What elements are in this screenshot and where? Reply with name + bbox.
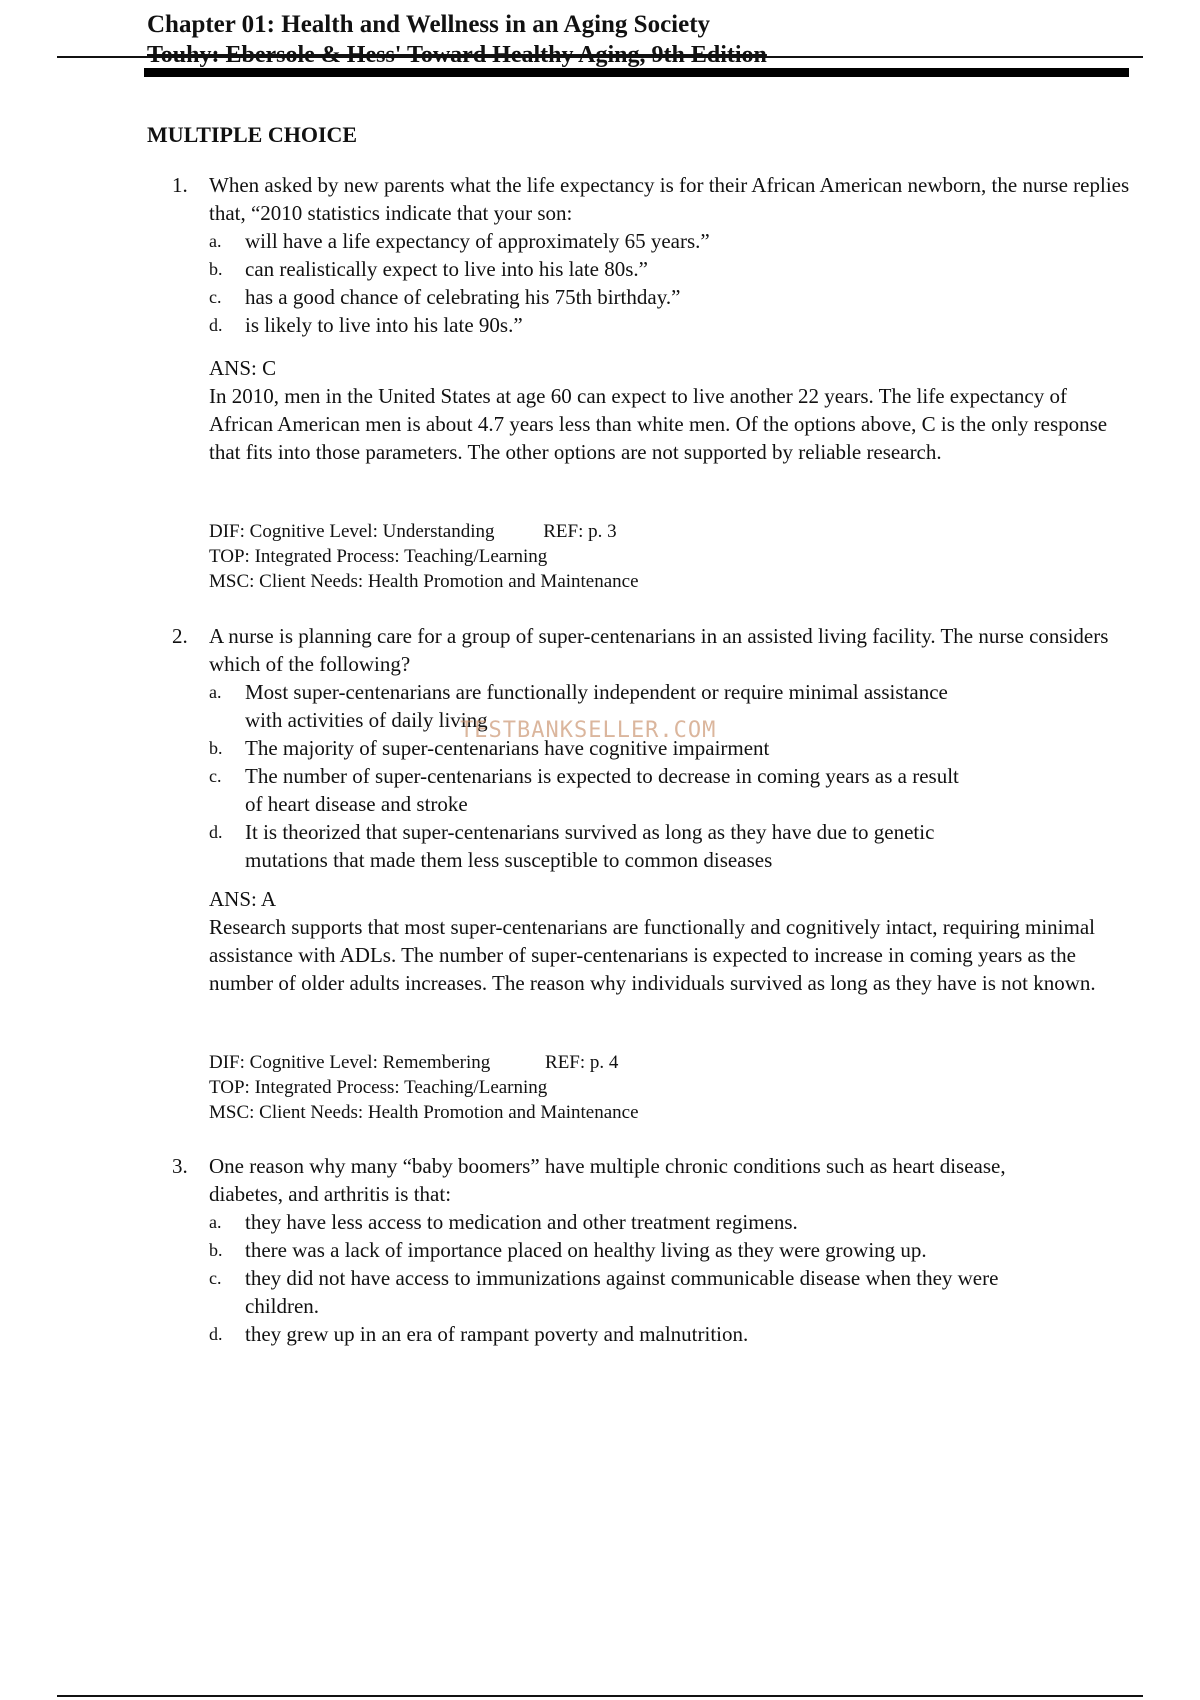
option-letter: c. (209, 766, 222, 786)
topic-line: TOP: Integrated Process: Teaching/Learning (209, 1077, 548, 1098)
option-b (209, 255, 1109, 283)
difficulty-line (209, 1051, 618, 1075)
difficulty: DIF: Cognitive Level: Remembering (209, 1052, 491, 1073)
option-b (209, 1236, 1059, 1264)
option-text: will have a life expectancy of approximately 65 years.” (245, 229, 710, 253)
option-letter: b. (209, 1240, 223, 1260)
option-letter: a. (209, 682, 222, 702)
option-list (209, 1208, 1059, 1348)
option-letter: d. (209, 315, 223, 335)
watermark-text: TESTBANKSELLER.COM (460, 718, 717, 743)
answer-label: ANS: C (209, 356, 277, 380)
reference: REF: p. 4 (545, 1052, 619, 1073)
option-text: they did not have access to immunizations against communicable disease when they were children. (245, 1266, 999, 1318)
option-letter: a. (209, 231, 222, 251)
answer-label: ANS: A (209, 887, 277, 911)
option-letter: a. (209, 1212, 222, 1232)
option-d (209, 818, 969, 874)
option-a (209, 227, 1109, 255)
difficulty: DIF: Cognitive Level: Understanding (209, 521, 495, 542)
rationale: Research supports that most super-centenarians are functionally and cognitively intact, requiring minimal assistance with ADLs. The number of super-centenarians is expected to increase in coming years as the number of older adults increases. The reason why individuals survived as long as they have is not known. (209, 915, 1096, 995)
difficulty-line (209, 520, 617, 544)
option-letter: c. (209, 287, 222, 307)
option-text: The number of super-centenarians is expected to decrease in coming years as a result of heart disease and stroke (245, 764, 959, 816)
client-needs-line: MSC: Client Needs: Health Promotion and Maintenance (209, 1102, 639, 1123)
option-a (209, 1208, 1059, 1236)
question-stem: A nurse is planning care for a group of super-centenarians in an assisted living facility. The nurse considers which of the following? (209, 624, 1109, 676)
option-c (209, 1264, 1059, 1320)
option-text: they grew up in an era of rampant poverty and malnutrition. (245, 1322, 749, 1346)
option-letter: c. (209, 1268, 222, 1288)
option-text: there was a lack of importance placed on healthy living as they were growing up. (245, 1238, 927, 1262)
question-number: 1. (172, 173, 188, 197)
option-text: is likely to live into his late 90s.” (245, 313, 523, 337)
option-text: has a good chance of celebrating his 75th birthday.” (245, 285, 681, 309)
option-text: they have less access to medication and other treatment regimens. (245, 1210, 798, 1234)
option-list (209, 678, 969, 874)
book-subtitle: Touhy: Ebersole & Hess' Toward Healthy Aging, 9th Edition (147, 42, 767, 68)
option-d (209, 311, 1109, 339)
footer-rule (57, 1695, 1143, 1697)
question-stem: One reason why many “baby boomers” have multiple chronic conditions such as heart disease, diabetes, and arthritis is that: (209, 1154, 1006, 1206)
topic-line: TOP: Integrated Process: Teaching/Learning (209, 546, 548, 567)
option-text: Most super-centenarians are functionally independent or require minimal assistance with activities of daily living (245, 680, 948, 732)
option-list (209, 227, 1109, 339)
rationale: In 2010, men in the United States at age 60 can expect to live another 22 years. The life expectancy of African American men is about 4.7 years less than white men. Of the options above, C is the only response that fits into those parameters. The other options are not supported by reliable research. (209, 384, 1108, 464)
option-letter: d. (209, 1324, 223, 1344)
question-stem: When asked by new parents what the life expectancy is for their African American newborn, the nurse replies that, “2010 statistics indicate that your son: (209, 173, 1130, 225)
reference: REF: p. 3 (543, 521, 617, 542)
option-letter: d. (209, 822, 223, 842)
option-d (209, 1320, 1059, 1348)
option-text: It is theorized that super-centenarians survived as long as they have due to genetic mutations that made them less susceptible to common diseases (245, 820, 935, 872)
option-letter: b. (209, 259, 223, 279)
option-c (209, 283, 1109, 311)
client-needs-line: MSC: Client Needs: Health Promotion and Maintenance (209, 571, 639, 592)
header-rule-thick (144, 68, 1129, 77)
option-c (209, 762, 969, 818)
question-number: 3. (172, 1154, 188, 1178)
chapter-title: Chapter 01: Health and Wellness in an Aging Society (147, 11, 711, 38)
question-number: 2. (172, 624, 188, 648)
option-text: can realistically expect to live into his late 80s.” (245, 257, 648, 281)
option-letter: b. (209, 738, 223, 758)
option-text: The majority of super-centenarians have cognitive impairment (245, 736, 770, 760)
section-heading: MULTIPLE CHOICE (147, 122, 358, 147)
